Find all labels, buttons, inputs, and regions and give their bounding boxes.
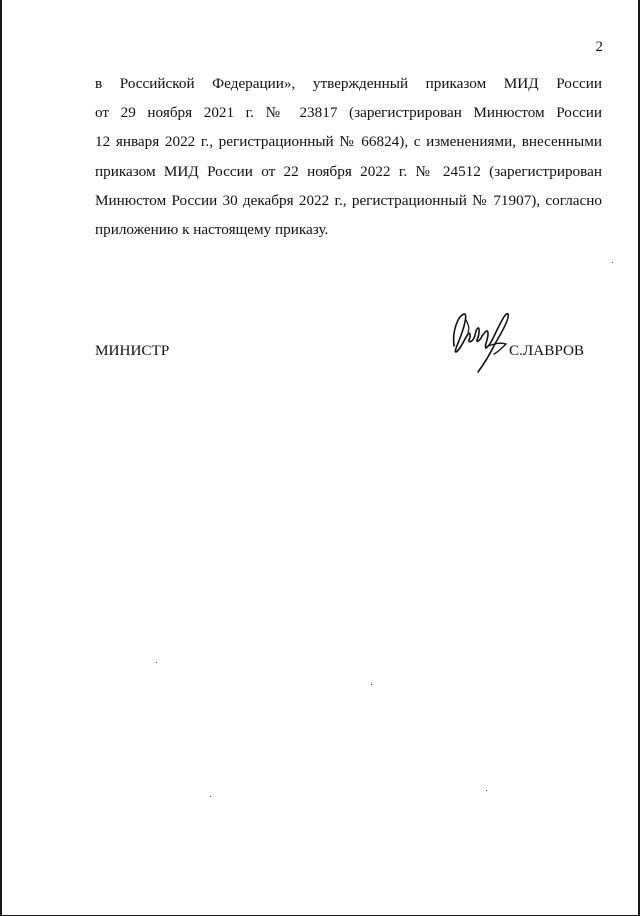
text-line: в Российской Федерации», утвержденный приказом МИД России bbox=[95, 75, 602, 92]
text-line: приложению к настоящему приказу. bbox=[95, 221, 329, 239]
page-number: 2 bbox=[595, 39, 603, 55]
text-line: Минюстом России 30 декабря 2022 г., регистрационный № 71907), согласно bbox=[95, 191, 602, 209]
signatory-name: С.ЛАВРОВ bbox=[509, 342, 585, 359]
text-line: от 29 ноября 2021 г. № 23817 (зарегистрирован Минюстом России bbox=[95, 104, 602, 122]
scan-speck bbox=[156, 662, 157, 663]
scan-border-left bbox=[0, 0, 2, 916]
signatory-position: МИНИСТР bbox=[95, 342, 170, 359]
scan-speck bbox=[371, 684, 372, 685]
text-line: 12 января 2022 г., регистрационный № 66824), с изменениями, внесенными bbox=[95, 133, 602, 151]
scan-speck bbox=[210, 796, 211, 797]
scan-speck bbox=[612, 262, 613, 263]
scan-speck bbox=[486, 790, 487, 791]
handwritten-signature bbox=[444, 306, 516, 376]
document-body-text bbox=[95, 69, 602, 244]
text-line: приказом МИД России от 22 ноября 2022 г. № 24512 (зарегистрирован bbox=[95, 162, 602, 180]
